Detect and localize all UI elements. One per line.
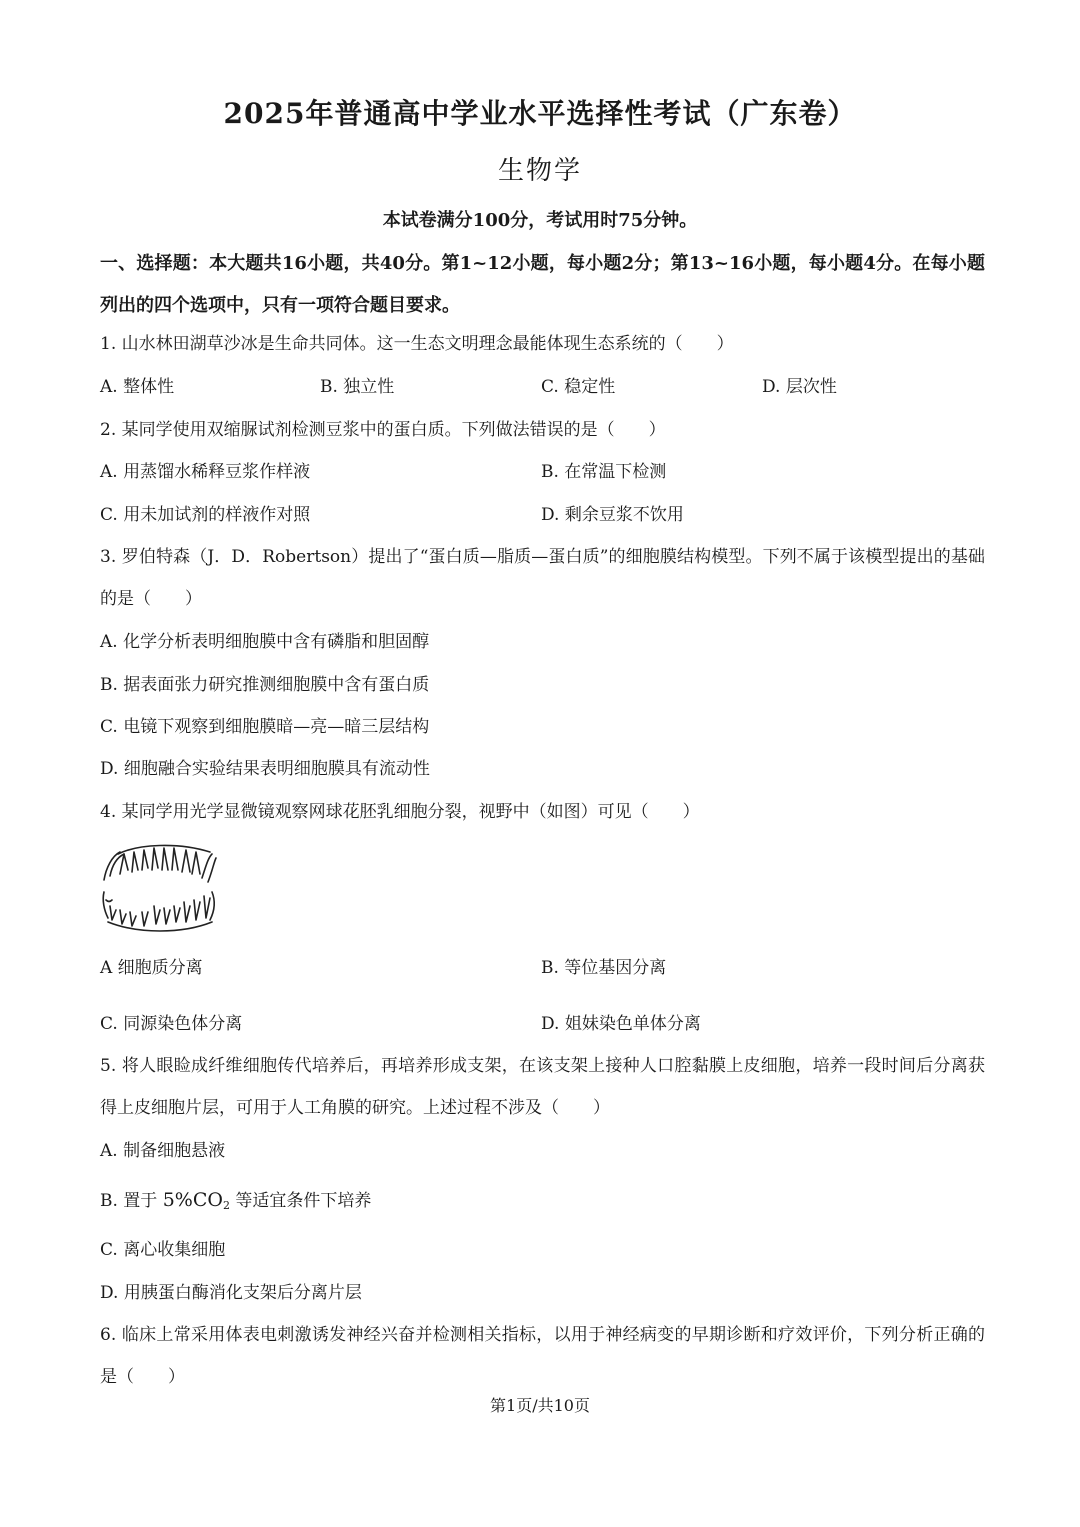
question-2-option-a: A. 用蒸馏水稀释豆浆作样液 (100, 462, 311, 482)
question-5-option-a: A. 制备细胞悬液 (100, 1141, 226, 1161)
question-5-option-b-tail: 等适宜条件下培养 (235, 1191, 372, 1211)
question-3-option-b: B. 据表面张力研究推测细胞膜中含有蛋白质 (100, 675, 430, 695)
chromosome-micrograph-figure (98, 840, 222, 936)
question-6-stem: 6. 临床上常采用体表电刺激诱发神经兴奋并检测相关指标，以用于神经病变的早期诊断和疗效评价，下列分析正确的是（ ） (100, 1325, 985, 1387)
question-3-stem: 3. 罗伯特森（J．D．Robertson）提出了“蛋白质—脂质—蛋白质”的细胞膜结构模型。下列不属于该模型提出的基础的是（ ） (100, 547, 985, 609)
question-3-option-c: C. 电镜下观察到细胞膜暗—亮—暗三层结构 (100, 717, 430, 737)
exam-note: 本试卷满分100分，考试用时75分钟。 (382, 210, 698, 231)
question-4-option-d: D. 姐妹染色单体分离 (541, 1014, 701, 1034)
question-3-option-d: D. 细胞融合实验结果表明细胞膜具有流动性 (100, 759, 430, 779)
co2-formula: 5%CO (162, 1189, 223, 1211)
question-2-stem: 2. 某同学使用双缩脲试剂检测豆浆中的蛋白质。下列做法错误的是（ ） (100, 420, 666, 440)
question-1-option-a: A. 整体性 (100, 377, 175, 397)
question-5-option-b (100, 1188, 371, 1218)
question-5-option-d: D. 用胰蛋白酶消化支架后分离片层 (100, 1283, 362, 1303)
question-1-option-b: B. 独立性 (320, 377, 395, 397)
question-2-option-c: C. 用未加试剂的样液作对照 (100, 505, 311, 525)
question-1-stem: 1. 山水林田湖草沙冰是生命共同体。这一生态文明理念最能体现生态系统的（ ） (100, 334, 734, 354)
exam-title: 2025年普通高中学业水平选择性考试（广东卷） (223, 97, 857, 130)
question-5-stem: 5. 将人眼睑成纤维细胞传代培养后，再培养形成支架，在该支架上接种人口腔黏膜上皮细胞，培养一段时间后分离获得上皮细胞片层，可用于人工角膜的研究。上述过程不涉及（ ） (100, 1056, 985, 1118)
question-3-option-a: A. 化学分析表明细胞膜中含有磷脂和胆固醇 (100, 632, 430, 652)
question-4-option-c: C. 同源染色体分离 (100, 1014, 243, 1034)
question-2-option-b: B. 在常温下检测 (541, 462, 667, 482)
section-instructions: 一、选择题：本大题共16小题，共40分。第1~12小题，每小题2分；第13~16小题，每小题4分。在每小题列出的四个选项中，只有一项符合题目要求。 (100, 253, 985, 316)
question-1-option-d: D. 层次性 (762, 377, 837, 397)
question-4-option-a: A 细胞质分离 (100, 958, 203, 978)
question-4-stem: 4. 某同学用光学显微镜观察网球花胚乳细胞分裂，视野中（如图）可见（ ） (100, 802, 700, 822)
question-5-option-c: C. 离心收集细胞 (100, 1240, 226, 1260)
page-number: 第1页/共10页 (490, 1396, 590, 1415)
question-5-option-b-label: B. 置于 (100, 1191, 158, 1211)
co2-subscript: 2 (222, 1199, 230, 1212)
question-1-option-c: C. 稳定性 (541, 377, 616, 397)
question-2-option-d: D. 剩余豆浆不饮用 (541, 505, 684, 525)
question-4-option-b: B. 等位基因分离 (541, 958, 667, 978)
subject-title: 生物学 (497, 156, 582, 186)
